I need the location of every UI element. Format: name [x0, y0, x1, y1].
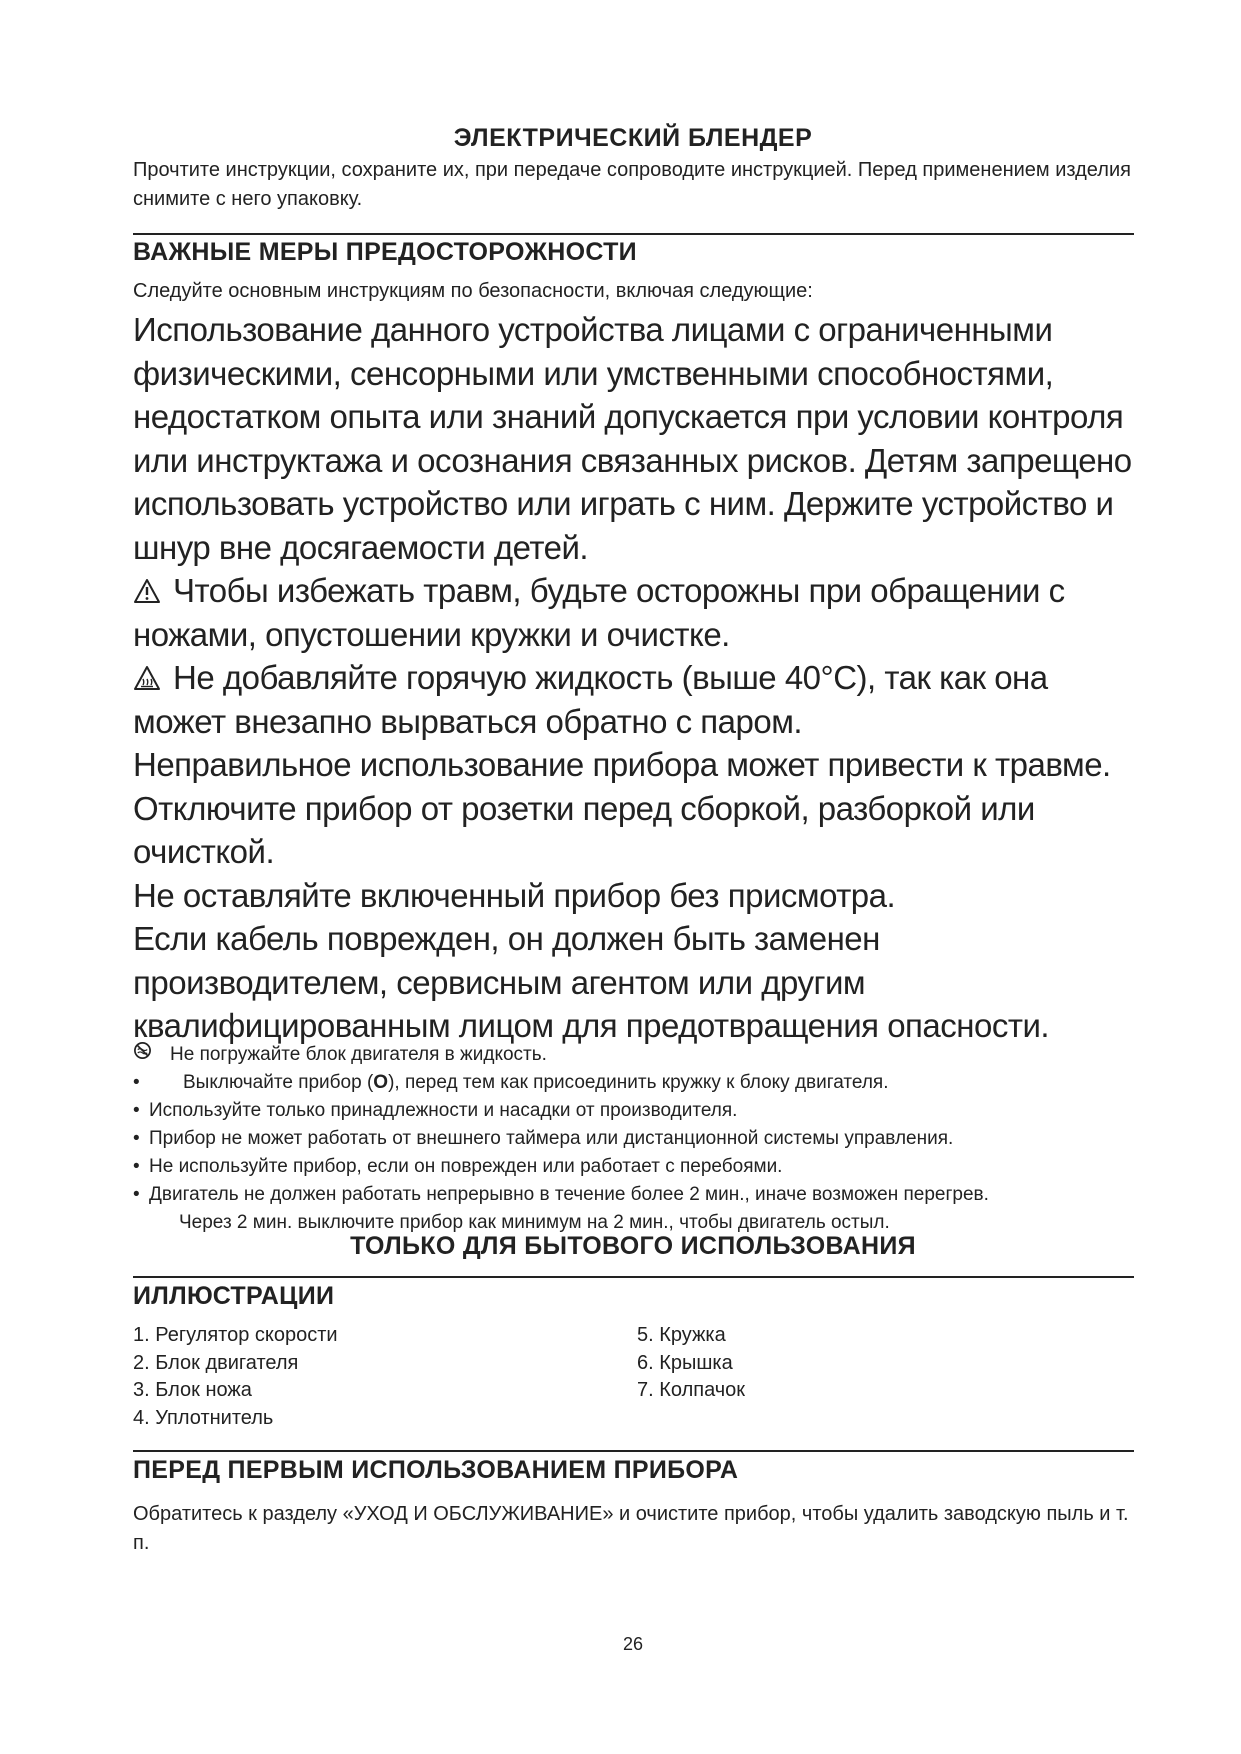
bullet: • — [133, 1072, 140, 1093]
illustrations-list-left — [133, 1322, 338, 1432]
list-item: Не погружайте блок двигателя в жидкость. — [133, 1041, 1143, 1069]
warning-paragraph-hot — [133, 656, 1143, 743]
list-item: • Используйте только принадлежности и насадки от производителя. — [133, 1097, 1143, 1125]
list-item: • Выключайте прибор (O), перед тем как присоединить кружку к блоку двигателя. — [133, 1069, 1143, 1097]
section-divider — [133, 233, 1134, 235]
off-symbol: O — [373, 1072, 389, 1093]
bullet: • — [133, 1184, 140, 1205]
bullet: • — [133, 1156, 140, 1177]
list-item: • Прибор не может работать от внешнего таймера или дистанционной системы управления. — [133, 1125, 1143, 1153]
warning-paragraph: Использование данного устройства лицами с ограниченными физическими, сенсорными или умственными способностями, недостатком опыта или знаний допускается при условии контроля или инструктажа и осознания связанных рисков. Детям запрещено использовать устройство или играть с ним. Держите устройство и шнур вне досягаемости детей. — [133, 311, 1132, 566]
list-item: 5. Кружка — [637, 1324, 726, 1346]
document-title: ЭЛЕКТРИЧЕСКИЙ БЛЕНДЕР — [453, 124, 813, 152]
bullet: • — [133, 1100, 140, 1121]
hot-steam-warning-icon — [133, 665, 161, 691]
list-item-continuation: Через 2 мин. выключите прибор как минимум на 2 мин., чтобы двигатель остыл. — [179, 1212, 890, 1233]
safety-subheading: Следуйте основным инструкциям по безопасности, включая следующие: — [133, 280, 813, 302]
list-item: • Не используйте прибор, если он поврежден или работает с перебоями. — [133, 1153, 1143, 1181]
intro-text: Прочтите инструкции, сохраните их, при передаче сопроводите инструкцией. Перед применением изделия снимите с него упаковку. — [133, 159, 1131, 210]
illustrations-list-right — [637, 1322, 745, 1405]
list-item: 3. Блок ножа — [133, 1379, 252, 1401]
safety-heading: ВАЖНЫЕ МЕРЫ ПРЕДОСТОРОЖНОСТИ — [133, 238, 637, 266]
safety-warnings-large — [133, 308, 1143, 1048]
list-item: 7. Колпачок — [637, 1379, 746, 1401]
illustrations-heading: ИЛЛЮСТРАЦИИ — [133, 1282, 335, 1310]
warning-paragraph: Отключите прибор от розетки перед сборкой, разборкой или очисткой. — [133, 789, 1035, 870]
list-item: • Двигатель не должен работать непрерывно в течение более 2 мин., иначе возможен перегрев. — [133, 1181, 1143, 1209]
section-divider — [133, 1450, 1134, 1452]
list-item: 1. Регулятор скорости — [133, 1324, 338, 1346]
warning-text: Не добавляйте горячую жидкость (выше 40°C), так как она может внезапно вырваться обратно с паром. — [133, 659, 1048, 740]
warning-paragraph-knives — [133, 569, 1143, 656]
warning-paragraph: Неправильное использование прибора может привести к травме. — [133, 746, 1111, 783]
safety-list-small — [133, 1041, 1143, 1237]
section-divider — [133, 1276, 1134, 1278]
warning-text: Чтобы избежать травм, будьте осторожны при обращении с ножами, опустошении кружки и очистке. — [133, 572, 1065, 653]
list-item: 6. Крышка — [637, 1351, 733, 1374]
before-first-use-text: Обратитесь к разделу «УХОД И ОБСЛУЖИВАНИЕ» и очистите прибор, чтобы удалить заводскую пыль и т. п. — [133, 1503, 1129, 1554]
do-not-immerse-icon — [133, 1041, 152, 1060]
before-first-use-heading: ПЕРЕД ПЕРВЫМ ИСПОЛЬЗОВАНИЕМ ПРИБОРА — [133, 1456, 739, 1484]
list-item: 4. Уплотнитель — [133, 1406, 274, 1429]
bullet: • — [133, 1128, 140, 1149]
list-item: 2. Блок двигателя — [133, 1351, 299, 1374]
warning-paragraph: Не оставляйте включенный прибор без присмотра. — [133, 876, 896, 914]
household-use-notice: ТОЛЬКО ДЛЯ БЫТОВОГО ИСПОЛЬЗОВАНИЯ — [350, 1232, 916, 1260]
warning-paragraph: Если кабель поврежден, он должен быть заменен производителем, сервисным агентом или другим квалифицированным лицом для предотвращения опасности. — [133, 920, 1050, 1044]
warning-triangle-icon — [133, 578, 161, 604]
page-number: 26 — [622, 1634, 644, 1654]
